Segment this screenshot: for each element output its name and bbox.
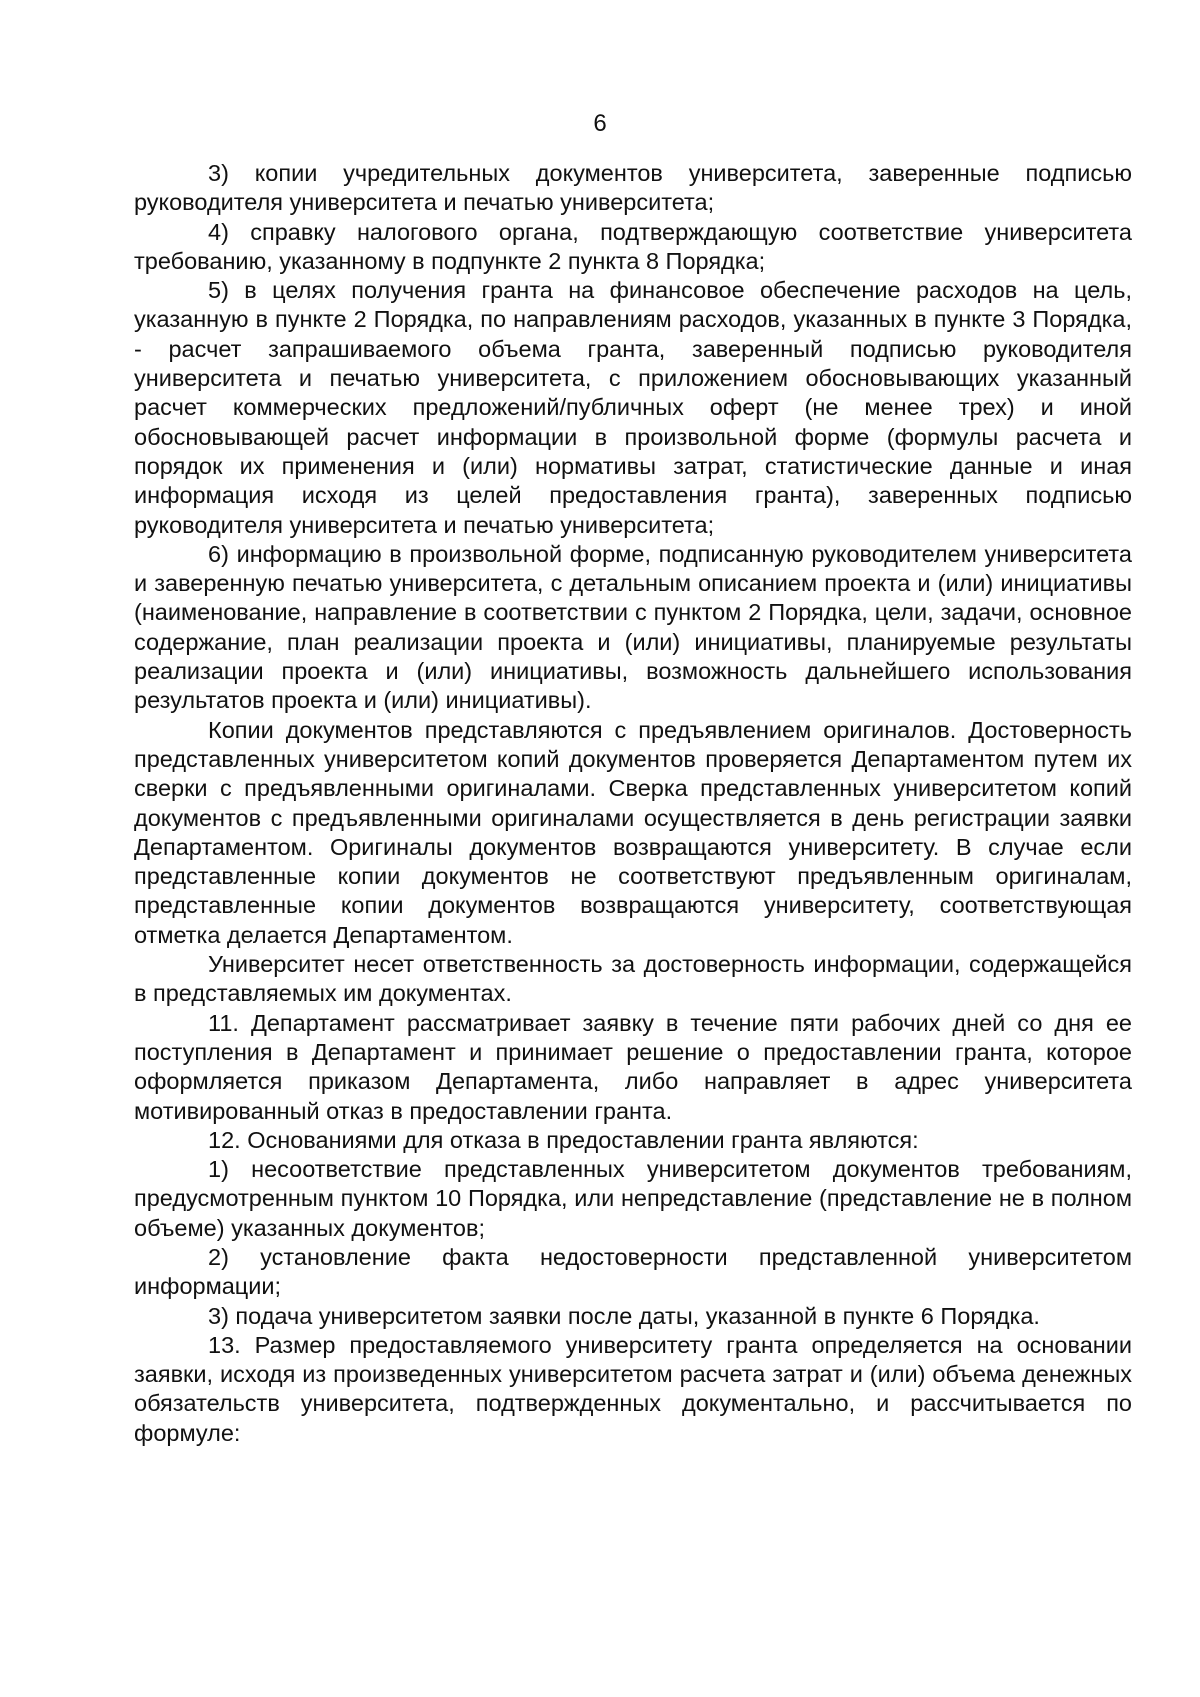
paragraph-document-copies: Копии документов представляются с предъявлением оригиналов. Достоверность представленных университетом копий документов проверяется Департаментом путем их сверки с предъявленными оригиналами. Сверка представленных университетом копий документов с предъявленными оригиналами осуществляется в день регистрации заявки Департаментом. Оригиналы документов возвращаются университету. В случае если представленные копии документов не соответствуют предъявленным оригиналам, представленные копии документов возвращаются университету, соответствующая отметка делается Департаментом.	[134, 716, 1132, 948]
paragraph-item-5-grant-calculation: 5) в целях получения гранта на финансовое обеспечение расходов на цель, указанную в пункте 2 Порядка, по направлениям расходов, указанных в пункте 3 Порядка, - расчет запрашиваемого объема гранта, заверенный подписью руководителя университета и печатью университета, с приложением обосновывающих указанный расчет коммерческих предложений/публичных оферт (не менее трех) и иной обосновывающей расчет информации в произвольной форме (формулы расчета и порядок их применения и (или) нормативы затрат, статистические данные и иная информация исходя из целей предоставления гранта), заверенных подписью руководителя университета и печатью университета;	[134, 277, 1132, 538]
paragraph-section-12-item-1: 1) несоответствие представленных университетом документов требованиям, предусмотренным пунктом 10 Порядка, или непредставление (представление не в полном объеме) указанных документов;	[134, 1156, 1132, 1241]
page-number: 6	[593, 110, 607, 137]
paragraph-item-3-copies: 3) копии учредительных документов университета, заверенные подписью руководителя университета и печатью университета;	[134, 160, 1132, 216]
paragraph-section-12-item-3: 3) подача университетом заявки после даты, указанной в пункте 6 Порядка.	[208, 1302, 1040, 1329]
paragraph-university-responsibility: Университет несет ответственность за достоверность информации, содержащейся в представляемых им документах.	[134, 951, 1132, 1007]
paragraph-section-12: 12. Основаниями для отказа в предоставлении гранта являются:	[208, 1126, 919, 1153]
paragraph-section-11: 11. Департамент рассматривает заявку в течение пяти рабочих дней со дня ее поступления в Департамент и принимает решение о предоставлении гранта, которое оформляется приказом Департамента, либо направляет в адрес университета мотивированный отказ в предоставлении гранта.	[134, 1009, 1132, 1124]
paragraph-section-13: 13. Размер предоставляемого университету гранта определяется на основании заявки, исходя из произведенных университетом расчета затрат и (или) объема денежных обязательств университета, подтвержденных документально, и рассчитывается по формуле:	[134, 1331, 1132, 1446]
paragraph-section-12-item-2: 2) установление факта недостоверности представленной университетом информации;	[134, 1243, 1132, 1300]
document-body	[134, 159, 1132, 1448]
paragraph-item-6-project-info: 6) информацию в произвольной форме, подписанную руководителем университета и заверенную печатью университета, с детальным описанием проекта и (или) инициативы (наименование, направление в соответствии с пунктом 2 Порядка, цели, задачи, основное содержание, план реализации проекта и (или) инициативы, планируемые результаты реализации проекта и (или) инициативы, возможность дальнейшего использования результатов проекта и (или) инициативы).	[134, 540, 1132, 714]
paragraph-item-4-tax-certificate: 4) справку налогового органа, подтверждающую соответствие университета требованию, указанному в подпункте 2 пункта 8 Порядка;	[134, 218, 1132, 274]
